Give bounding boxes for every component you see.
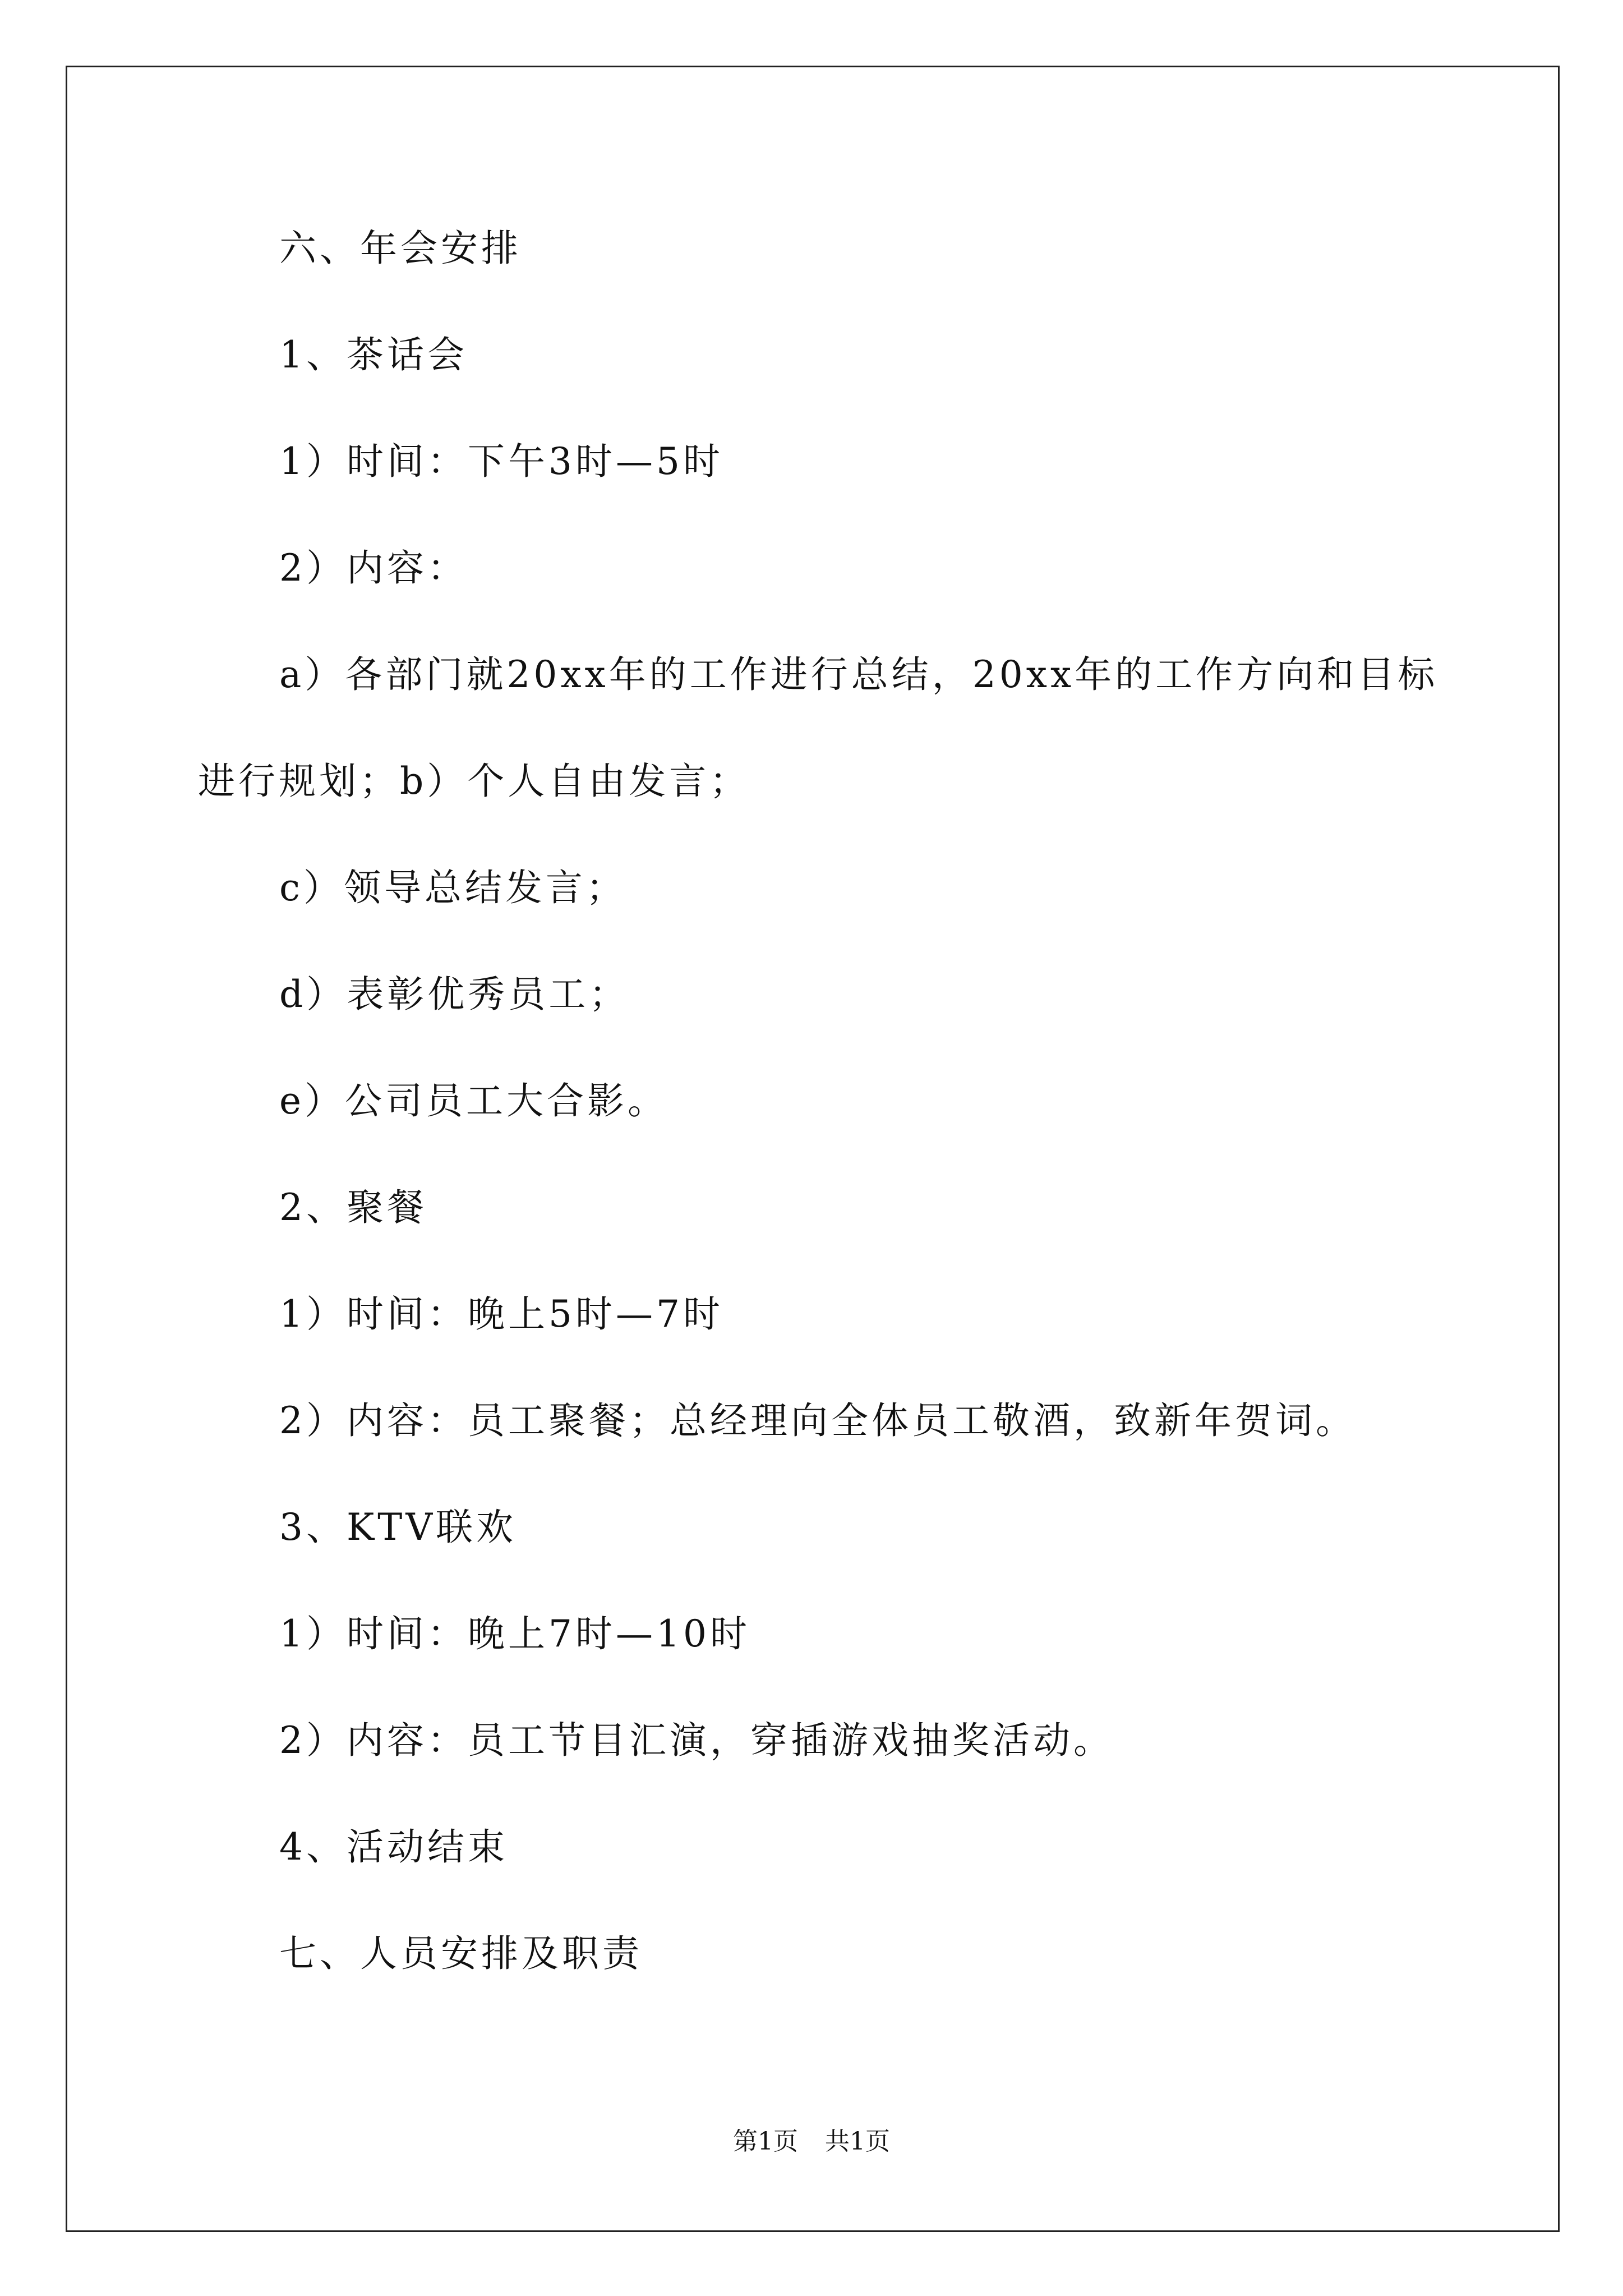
page-number: 第1页	[733, 2127, 798, 2156]
ktv-content: 2）内容：员工节目汇演，穿插游戏抽奖活动。	[279, 1719, 1114, 1762]
subheading-dinner: 2、聚餐	[279, 1186, 427, 1229]
subheading-tea-party: 1、茶话会	[279, 333, 468, 376]
ktv-time: 1）时间：晚上7时—10时	[279, 1612, 750, 1655]
subheading-ktv: 3、KTV联欢	[279, 1506, 517, 1549]
tea-party-item-c: c）领导总结发言；	[279, 866, 626, 909]
tea-party-item-d: d）表彰优秀员工；	[279, 973, 630, 1016]
page-border	[66, 66, 1560, 2232]
tea-party-item-a-continued: 进行规划；b）个人自由发言；	[198, 760, 750, 803]
subheading-event-end: 4、活动结束	[279, 1825, 508, 1869]
page-footer	[0, 2129, 1623, 2154]
section-heading-staffing: 七、人员安排及职责	[279, 1932, 643, 1975]
tea-party-item-e: e）公司员工大合影。	[279, 1079, 668, 1122]
dinner-time: 1）时间：晚上5时—7时	[279, 1292, 723, 1336]
tea-party-time: 1）时间：下午3时—5时	[279, 440, 723, 483]
dinner-content: 2）内容：员工聚餐；总经理向全体员工敬酒，致新年贺词。	[279, 1399, 1356, 1442]
page-total: 共1页	[825, 2127, 890, 2156]
section-heading-annual-meeting: 六、年会安排	[279, 227, 522, 270]
tea-party-item-a: a）各部门就20xx年的工作进行总结，20xx年的工作方向和目标	[279, 653, 1438, 696]
tea-party-content-label: 2）内容：	[279, 546, 468, 590]
